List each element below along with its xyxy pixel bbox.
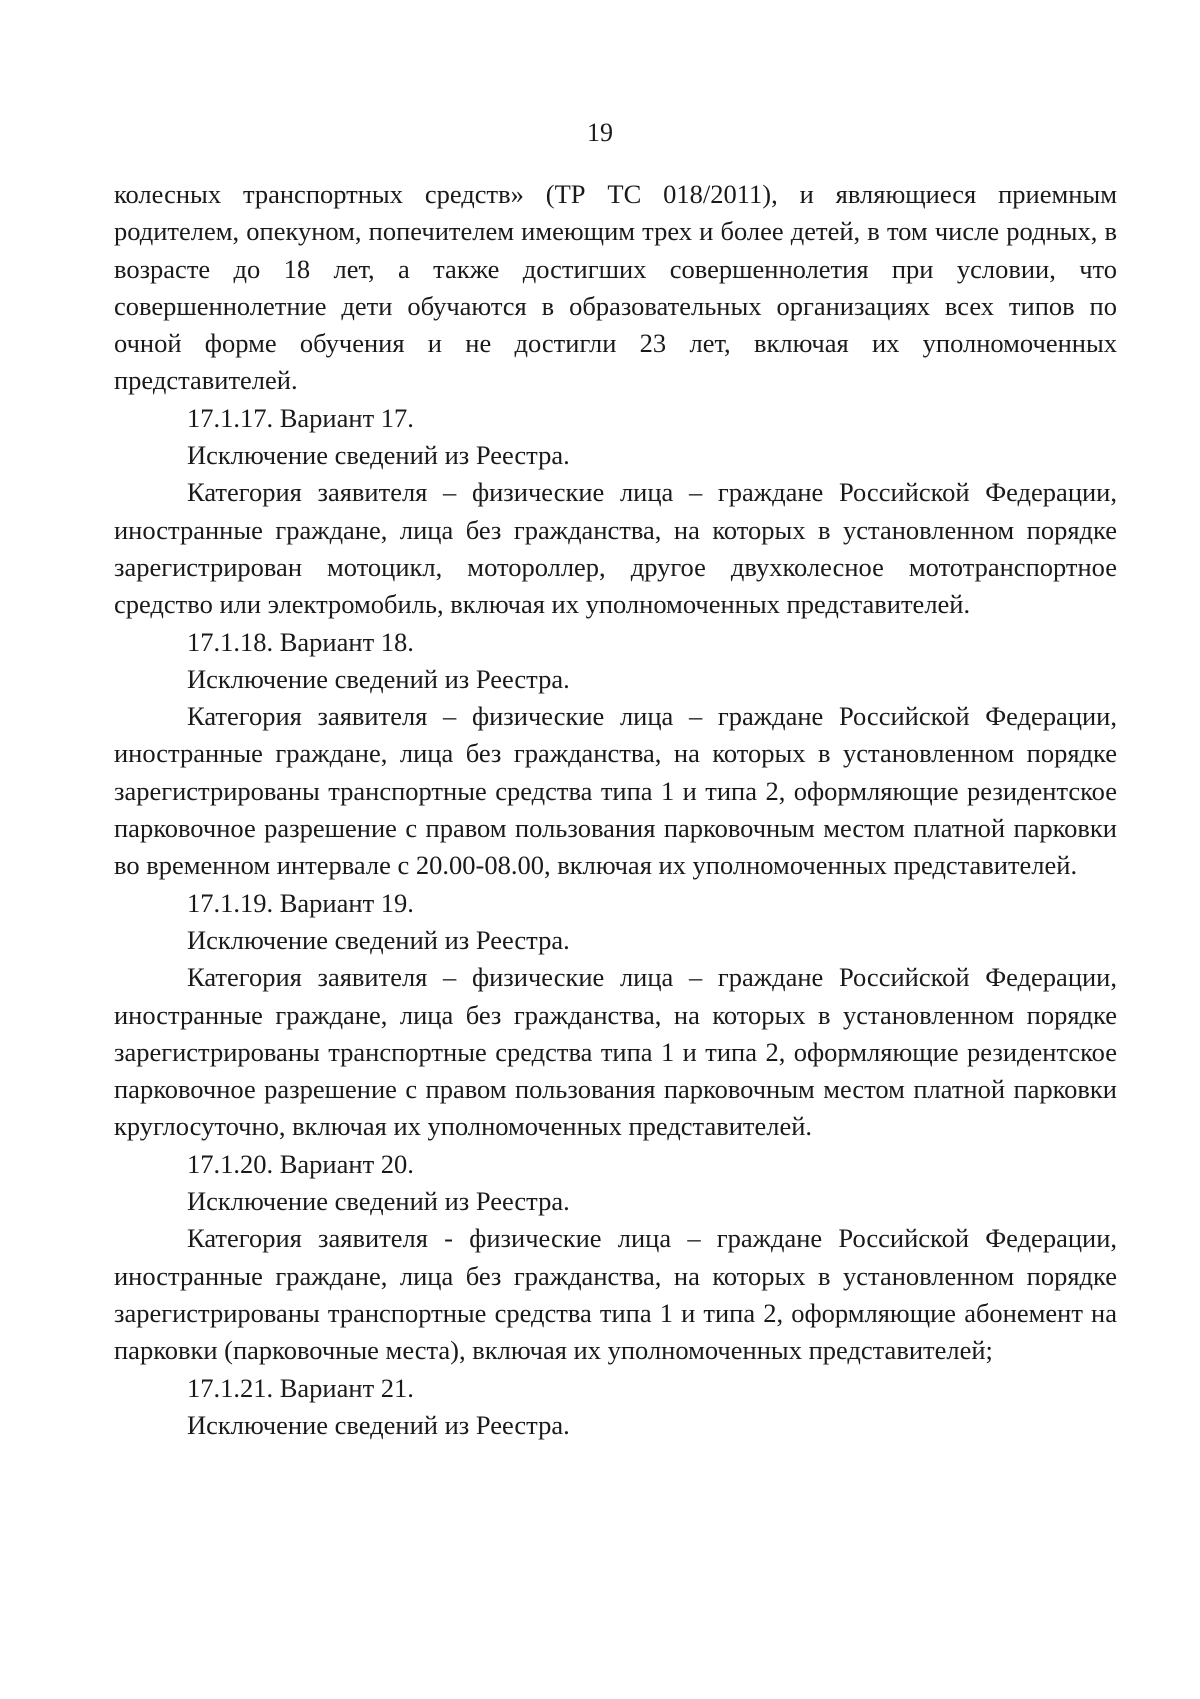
section-heading-17-1-20: 17.1.20. Вариант 20. bbox=[187, 1148, 414, 1179]
variant-action: Исключение сведений из Реестра. bbox=[187, 440, 570, 471]
section-heading-17-1-17: 17.1.17. Вариант 17. bbox=[187, 402, 414, 433]
section-heading-17-1-21: 17.1.21. Вариант 21. bbox=[187, 1372, 414, 1403]
applicant-category: Категория заявителя – физические лица – граждане Российской Федерации, иностранные граждане, лица без гражданства, на которых в установленном порядке зарегистрированы транспортные средства типа 1 и типа 2, оформляющие резидентское парковочное разрешение с правом пользования парковочным местом платной парковки во временном интервале с 20.00-08.00, включая их уполномоченных представителей. bbox=[114, 701, 1117, 881]
page-number: 19 bbox=[587, 118, 613, 147]
variant-action: Исключение сведений из Реестра. bbox=[187, 1409, 570, 1440]
applicant-category: Категория заявителя - физические лица – граждане Российской Федерации, иностранные граждане, лица без гражданства, на которых в установленном порядке зарегистрированы транспортные средства типа 1 и типа 2, оформляющие абонемент на парковки (парковочные места), включая их уполномоченных представителей; bbox=[114, 1223, 1117, 1366]
paragraph-continuation: колесных транспортных средств» (ТР ТС 018/2011), и являющиеся приемным родителем, опекуном, попечителем имеющим трех и более детей, в том числе родных, в возрасте до 18 лет, а также достигших совершеннолетия при условии, что совершеннолетние дети обучаются в образовательных организациях всех типов по очной форме обучения и не достигли 23 лет, включая их уполномоченных представителей. bbox=[114, 179, 1117, 396]
document-body bbox=[114, 176, 1117, 1444]
applicant-category: Категория заявителя – физические лица – граждане Российской Федерации, иностранные граждане, лица без гражданства, на которых в установленном порядке зарегистрированы транспортные средства типа 1 и типа 2, оформляющие резидентское парковочное разрешение с правом пользования парковочным местом платной парковки круглосуточно, включая их уполномоченных представителей. bbox=[114, 962, 1117, 1142]
variant-action: Исключение сведений из Реестра. bbox=[187, 924, 570, 955]
variant-action: Исключение сведений из Реестра. bbox=[187, 1186, 570, 1217]
applicant-category: Категория заявителя – физические лица – граждане Российской Федерации, иностранные граждане, лица без гражданства, на которых в установленном порядке зарегистрирован мотоцикл, мотороллер, другое двухколесное мототранспортное средство или электромобиль, включая их уполномоченных представителей. bbox=[114, 477, 1117, 620]
variant-action: Исключение сведений из Реестра. bbox=[187, 663, 570, 694]
section-heading-17-1-19: 17.1.19. Вариант 19. bbox=[187, 887, 414, 918]
section-heading-17-1-18: 17.1.18. Вариант 18. bbox=[187, 626, 414, 657]
